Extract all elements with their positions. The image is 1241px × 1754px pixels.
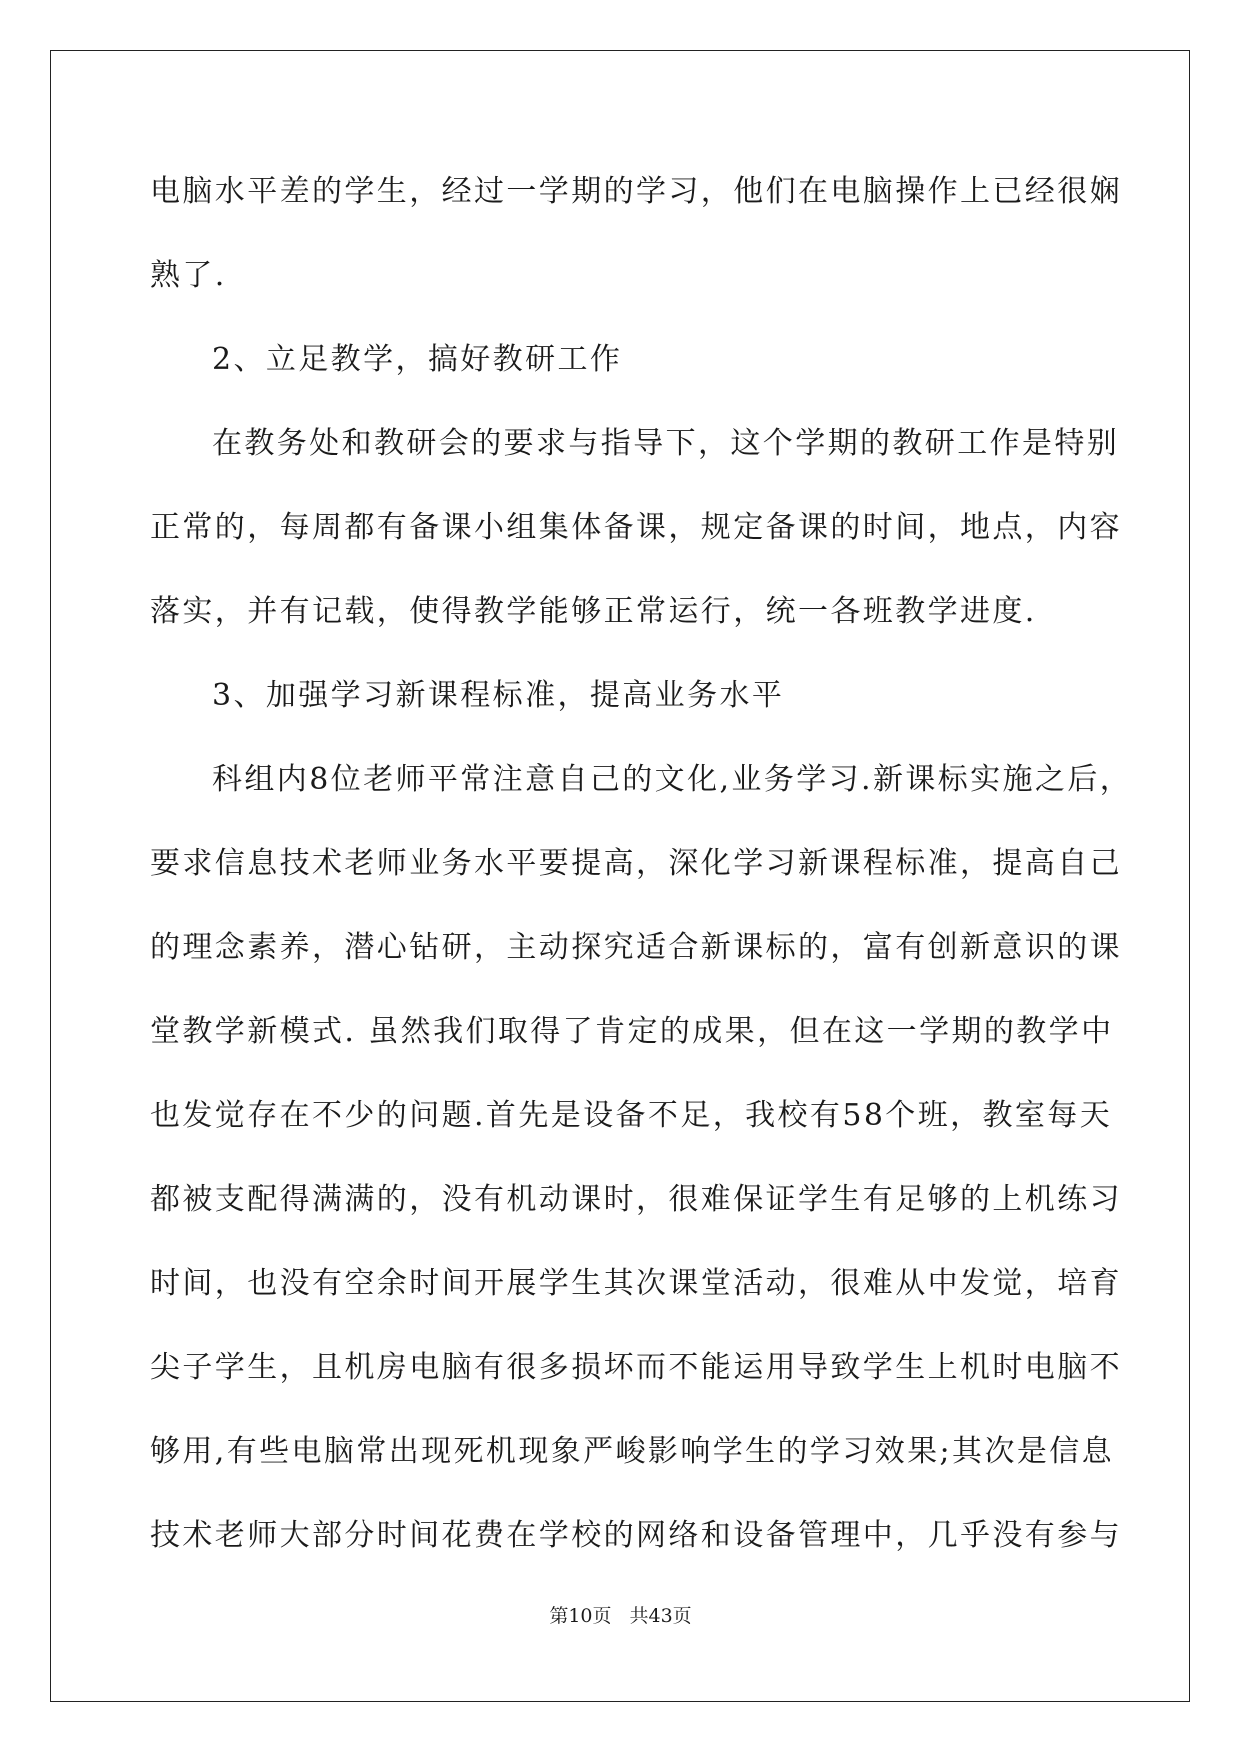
section-heading: 3、加强学习新课程标准，提高业务水平 [212,678,785,713]
text-line: 落实，并有记载，使得教学能够正常运行，统一各班教学进度. [150,594,1037,629]
text-line: 时间，也没有空余时间开展学生其次课堂活动，很难从中发觉，培育 [150,1266,1122,1301]
text-line: 都被支配得满满的，没有机动课时，很难保证学生有足够的上机练习 [150,1182,1122,1217]
paragraph-start: 科组内8位老师平常注意自己的文化,业务学习.新课标实施之后， [212,762,1133,797]
text-line: 正常的，每周都有备课小组集体备课，规定备课的时间，地点，内容 [150,510,1122,545]
document-body [150,165,1133,1593]
text-line: 的理念素养，潜心钻研，主动探究适合新课标的，富有创新意识的课 [150,930,1122,965]
text-line: 要求信息技术老师业务水平要提高，深化学习新课程标准，提高自己 [150,846,1122,881]
text-line: 熟了. [150,258,227,293]
text-line: 电脑水平差的学生，经过一学期的学习，他们在电脑操作上已经很娴 [150,174,1122,209]
page-footer [0,1604,1241,1628]
text-line: 够用,有些电脑常出现死机现象严峻影响学生的学习效果;其次是信息 [150,1434,1115,1469]
text-line: 也发觉存在不少的问题.首先是设备不足，我校有58个班，教室每天 [150,1098,1113,1133]
section-heading: 2、立足教学，搞好教研工作 [212,342,623,377]
page-total: 共43页 [629,1605,692,1627]
text-line: 尖子学生，且机房电脑有很多损坏而不能运用导致学生上机时电脑不 [150,1350,1122,1385]
text-line: 技术老师大部分时间花费在学校的网络和设备管理中，几乎没有参与 [150,1518,1122,1553]
paragraph-start: 在教务处和教研会的要求与指导下，这个学期的教研工作是特别 [212,426,1120,461]
text-line: 堂教学新模式. 虽然我们取得了肯定的成果，但在这一学期的教学中 [150,1014,1114,1049]
page-number: 第10页 [549,1605,612,1627]
